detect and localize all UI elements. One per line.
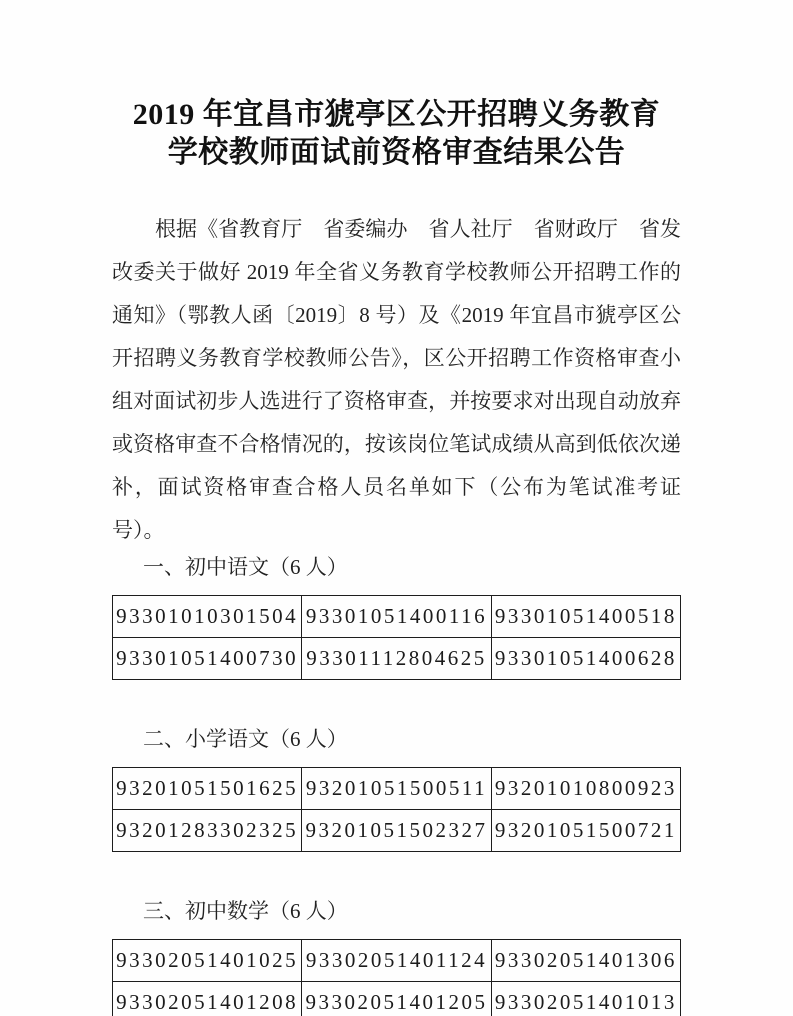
title-line-1: 2019 年宜昌市猇亭区公开招聘义务教育 — [132, 98, 661, 131]
table-row — [113, 768, 681, 810]
roster-table — [112, 767, 681, 852]
table-cell: 93301051400116 — [302, 596, 491, 638]
table-cell: 93302051401013 — [491, 982, 680, 1016]
roster-table — [112, 595, 681, 680]
table-cell: 93301112804625 — [302, 638, 491, 680]
table-cell: 93201051501625 — [113, 768, 302, 810]
section-junior-chinese — [112, 552, 681, 680]
table-cell: 93201283302325 — [113, 810, 302, 852]
section-heading: 一、初中语文（6 人） — [143, 555, 348, 579]
section-junior-math — [112, 896, 681, 1016]
table-row — [113, 596, 681, 638]
table-cell: 93302051401205 — [302, 982, 491, 1016]
table-cell: 93201010800923 — [491, 768, 680, 810]
table-row — [113, 982, 681, 1016]
table-cell: 93302051401124 — [302, 940, 491, 982]
table-cell: 93301051400730 — [113, 638, 302, 680]
table-cell: 93302051401208 — [113, 982, 302, 1016]
roster-table — [112, 939, 681, 1016]
document-title — [112, 96, 681, 172]
section-heading: 二、小学语文（6 人） — [143, 727, 348, 751]
sections-container — [112, 552, 681, 1016]
section-heading: 三、初中数学（6 人） — [143, 899, 348, 923]
table-cell: 93301010301504 — [113, 596, 302, 638]
table-cell: 93301051400518 — [491, 596, 680, 638]
table-row — [113, 638, 681, 680]
section-primary-chinese — [112, 724, 681, 852]
table-cell: 93201051502327 — [302, 810, 491, 852]
body-paragraph: 根据《省教育厅 省委编办 省人社厅 省财政厅 省发改委关于做好 2019 年全省义务教育学校教师公开招聘工作的通知》（鄂教人函〔2019〕8 号）及《2019 年宜昌市猇亭区公开招聘义务教育学校教师公告》，区公开招聘工作资格审查小组对面试初步人选进行了资格审查，并按要求对出现自动放弃或资格审查不合格情况的，按该岗位笔试成绩从高到低依次递补，面试资格审查合格人员名单如下（公布为笔试准考证号）。 — [112, 217, 681, 542]
table-cell: 93301051400628 — [491, 638, 680, 680]
table-row — [113, 940, 681, 982]
title-line-2: 学校教师面试前资格审查结果公告 — [167, 136, 626, 169]
table-cell: 93201051500511 — [302, 768, 491, 810]
table-cell: 93201051500721 — [491, 810, 680, 852]
table-cell: 93302051401306 — [491, 940, 680, 982]
table-row — [113, 810, 681, 852]
table-cell: 93302051401025 — [113, 940, 302, 982]
